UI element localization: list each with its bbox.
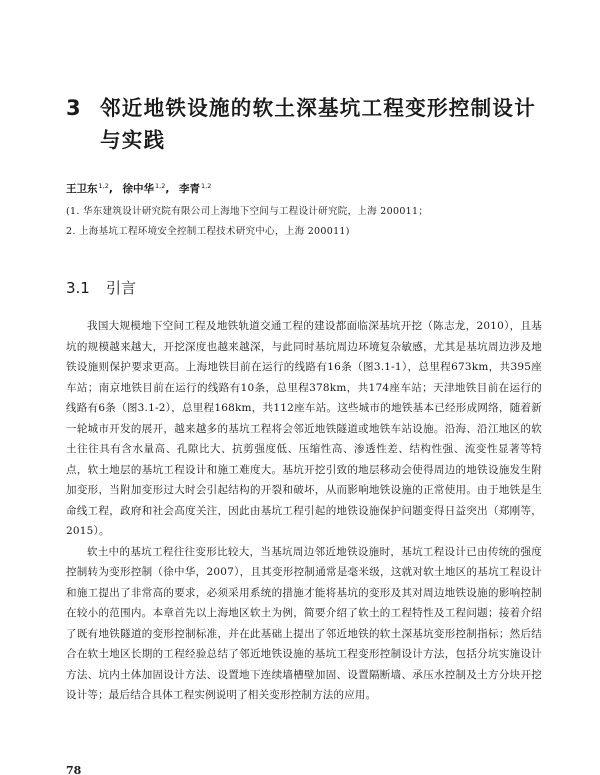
author-name: 李青: [179, 183, 200, 195]
chapter-number: 3: [66, 96, 81, 120]
paragraph: 软土中的基坑工程往往变形比较大，当基坑周边邻近地铁设施时，基坑工程设计已由传统的强度控制转为变形控制（徐中华，2007），且其变形控制通常是毫米级，这就对软土地区的基坑工程设计和施工提出了非常高的要求，必须采用系统的措施才能将基坑的变形及其对周边地铁设施的影响控制在较小的范围内。本章首先以上海地区软土为例，简要介绍了软土的工程特性及工程问题；接着介绍了既有地铁隧道的变形控制标准，并在此基础上提出了邻近地铁的软土深基坑变形控制指标；然后结合在软土地区长期的工程经验总结了邻近地铁设施的基坑工程变形控制设计方法，包括分坑实施设计方法、坑内土体加固设计方法、设置地下连续墙槽壁加固、设置隔断墙、承压水控制及土方分块开挖设计等；最后结合具体工程实例说明了相关变形控制方法的应用。: [66, 545, 542, 701]
author-affiliation-mark: 1,2: [155, 182, 166, 190]
author-separator: ,: [108, 183, 113, 195]
section-number: 3.1: [66, 279, 90, 297]
affiliation-line: (1. 华东建筑设计研究院有限公司上海地下空间与工程设计研究院，上海 200011；: [66, 206, 429, 217]
body-text: [66, 316, 542, 706]
author-name: 王卫东: [66, 183, 98, 195]
section-title: 引言: [106, 279, 137, 297]
chapter-title: 邻近地铁设施的软土深基坑工程变形控制设计与实践: [100, 96, 536, 152]
author-name: 徐中华: [122, 183, 154, 195]
author-line: [66, 181, 211, 196]
affiliation-line: 2. 上海基坑工程环境安全控制工程技术研究中心，上海 200011): [66, 226, 350, 237]
author-affiliation-mark: 1,2: [98, 182, 109, 190]
paragraph: 我国大规模地下空间工程及地铁轨道交通工程的建设都面临深基坑开挖（陈志龙，2010），且基坑的规模越来越大，开挖深度也越来越深，与此同时基坑周边环境复杂敏感，尤其是基坑周边涉及地铁设施则保护要求更高。上海地铁目前在运行的线路有16条（图3.1-1），总里程673km，共395座车站；南京地铁目前在运行的线路有10条，总里程378km，共174座车站；天津地铁目前在运行的线路有6条（图3.1-2），总里程168km，共112座车站。这些城市的地铁基本已经形成网络，随着新一轮城市开发的展开，越来越多的基坑工程将会邻近地铁隧道或地铁车站设施。沿海、沿江地区的软土往往具有含水量高、孔隙比大、抗剪强度低、压缩性高、渗透性差、结构性强、流变性显著等特点，软土地层的基坑工程设计和施工难度大。基坑开挖引致的地层移动会使得周边的地铁设施发生附加变形，当附加变形过大时会引起结构的开裂和破坏，从而影响地铁设施的正常使用。由于地铁是生命线工程，政府和社会高度关注，因此由基坑工程引起的地铁设施保护问题变得日益突出（郑刚等，2015）。: [66, 320, 542, 537]
chapter-heading: [66, 92, 556, 156]
author-separator: ,: [165, 183, 170, 195]
page-number: 78: [66, 764, 82, 775]
author-affiliation-mark: 1,2: [201, 182, 212, 190]
section-heading: [66, 277, 136, 298]
